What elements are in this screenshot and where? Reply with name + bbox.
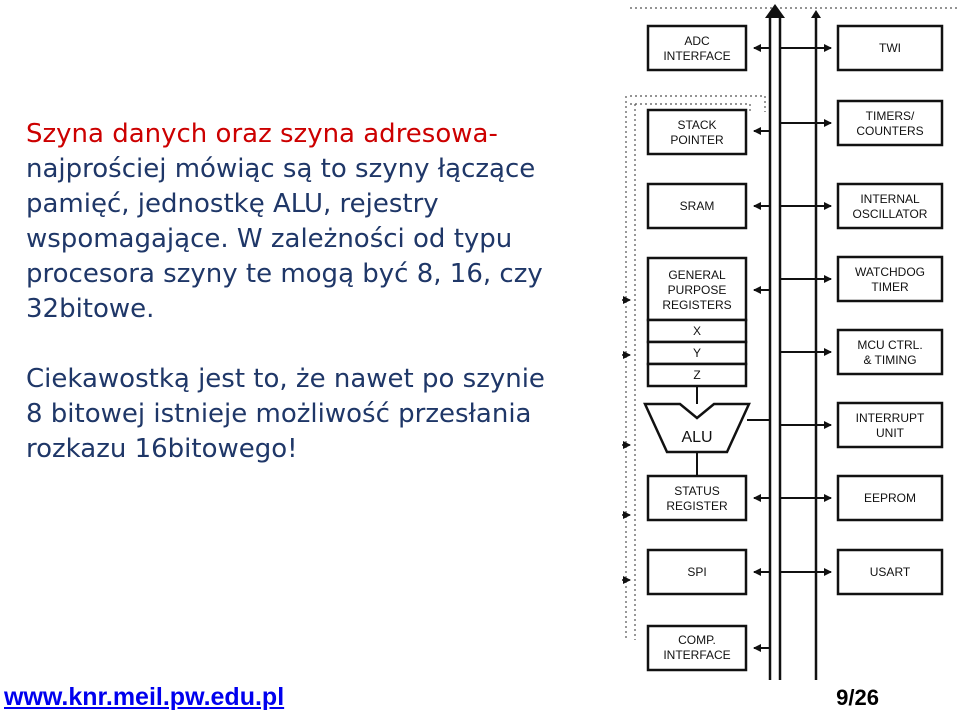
paragraph-bus-description — [26, 117, 543, 327]
irq-label-line1: INTERRUPT — [855, 411, 925, 425]
timers-counters-block — [838, 101, 942, 145]
comp-label-line2: INTERFACE — [663, 648, 731, 662]
stack-label-line1: STACK — [677, 118, 717, 132]
register-z-label: Z — [693, 368, 701, 382]
mcu-label-line1: MCU CTRL. — [857, 338, 923, 352]
wdt-label-line1: WATCHDOG — [855, 265, 925, 279]
irq-label-line2: UNIT — [876, 426, 904, 440]
gpr-label-line3: REGISTERS — [662, 298, 732, 312]
stack-label-line2: POINTER — [670, 133, 724, 147]
adc-label-line2: INTERFACE — [663, 49, 731, 63]
usart-label: USART — [869, 565, 911, 579]
status-register-block — [648, 476, 746, 520]
adc-interface-block — [648, 26, 746, 70]
text-line: 8 bitowej istnieje możliwość przesłania — [26, 399, 532, 429]
register-y-label: Y — [692, 346, 702, 360]
interrupt-unit-block — [838, 403, 942, 447]
internal-oscillator-block — [838, 184, 942, 228]
footer-website-link[interactable]: www.knr.meil.pw.edu.pl — [4, 683, 285, 711]
text-line: 32bitowe. — [26, 294, 155, 324]
alu-label: ALU — [681, 429, 713, 446]
gpr-label-line2: PURPOSE — [667, 283, 727, 297]
avr-block-diagram — [598, 0, 959, 680]
bus-arrow-up-left — [765, 4, 785, 18]
page-number: 9/26 — [836, 685, 879, 710]
status-label-line1: STATUS — [674, 484, 720, 498]
gpr-label-line1: GENERAL — [668, 268, 726, 282]
mcu-ctrl-timing-block — [838, 330, 942, 374]
stack-pointer-block — [648, 110, 746, 154]
spi-label: SPI — [687, 565, 707, 579]
text-line: Ciekawostką jest to, że nawet po szynie — [26, 364, 545, 394]
osc-label-line1: INTERNAL — [860, 192, 920, 206]
paragraph-trivia — [26, 362, 545, 467]
bus-arrow-up-right — [811, 10, 821, 18]
text-line: wspomagające. W zależności od typu — [26, 224, 513, 254]
timers-label-line1: TIMERS/ — [865, 109, 915, 123]
comp-label-line1: COMP. — [678, 633, 716, 647]
osc-label-line2: OSCILLATOR — [852, 207, 928, 221]
eeprom-label: EEPROM — [863, 491, 917, 505]
text-line: najprościej mówiąc są to szyny łączące — [26, 154, 536, 184]
adc-label-line1: ADC — [684, 34, 710, 48]
bus-lines — [770, 14, 816, 680]
twi-label: TWI — [879, 41, 901, 55]
register-x-label: X — [692, 324, 702, 338]
sram-label: SRAM — [679, 199, 715, 213]
status-label-line2: REGISTER — [666, 499, 728, 513]
text-line: pamięć, jednostkę ALU, rejestry — [26, 189, 439, 219]
connector-lines — [747, 48, 831, 648]
watchdog-timer-block — [838, 257, 942, 301]
text-line: rozkazu 16bitowego! — [26, 434, 298, 464]
text-line: procesora szyny te mogą być 8, 16, czy — [26, 259, 543, 289]
wdt-label-line2: TIMER — [871, 280, 909, 294]
timers-label-line2: COUNTERS — [856, 124, 924, 138]
text-line: Szyna danych oraz szyna adresowa- — [26, 119, 498, 149]
mcu-label-line2: & TIMING — [863, 353, 917, 367]
